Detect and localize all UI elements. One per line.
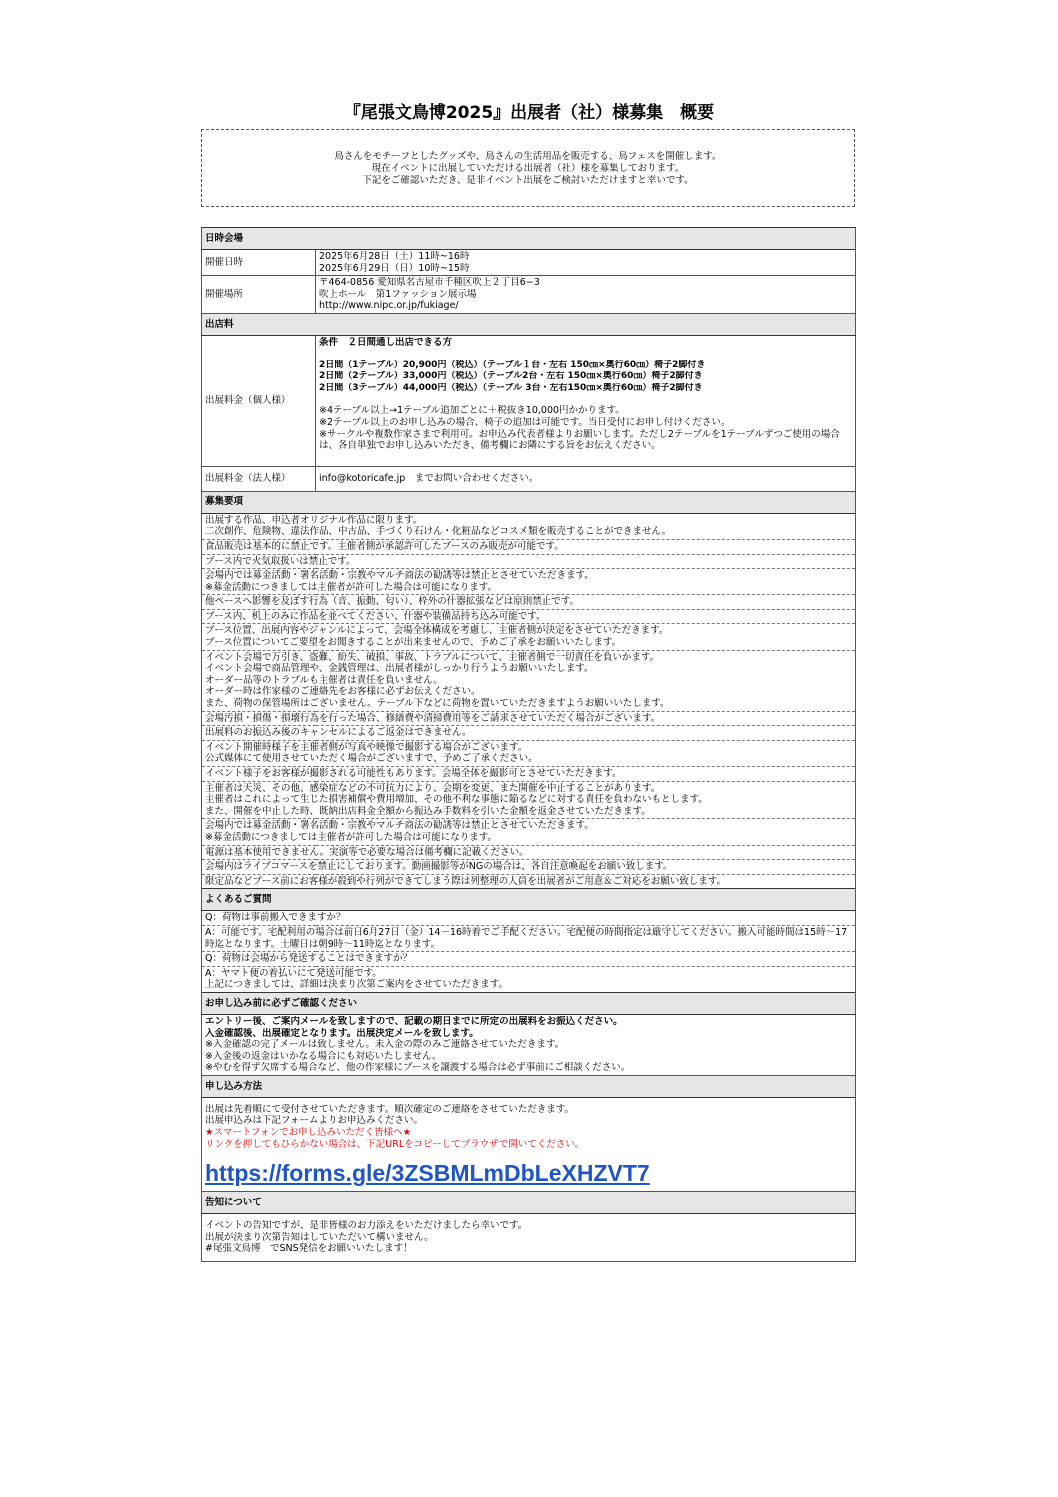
requirement-row-cell: [202, 554, 856, 569]
requirement-row-line: また、開催を中止した時、既納出店料金全額から振込み手数料を引いた金額を返金させていただきます。: [205, 805, 651, 817]
requirement-row-cell: [202, 624, 856, 650]
requirement-row-cell: [202, 595, 856, 610]
faq-row: [202, 966, 856, 992]
requirement-row-line: オーダー時は作家様のご連絡先をお客様に必ずお伝えください。: [205, 686, 481, 698]
intro-line: 現在イベントに出展していただける出展者（社）様を募集しております。: [371, 163, 685, 174]
requirement-row-line: イベント会場で商品管理や、金銭管理は、出展者様がしっかり行うようお願いいたします。: [205, 663, 594, 675]
requirement-row-cell: [202, 819, 856, 845]
requirement-row-line: イベント会場で万引き、盗難、紛失、破損、事故、トラブルについて、主催者側で一切責任を負いかます。: [205, 651, 660, 663]
apply-red-line: ★スマートフォンでお申し込みいただく皆様へ★: [205, 1127, 412, 1139]
venue-line: 吹上ホール 第1ファッション展示場: [319, 288, 477, 300]
outline-table: [201, 227, 856, 1262]
requirement-row: [202, 569, 856, 595]
requirement-row-line: 公式媒体にて使用させていただく場合がございますで、予めご了承ください。: [205, 753, 538, 765]
requirement-row: [202, 819, 856, 845]
faq-row: [202, 952, 856, 967]
requirement-row-cell: [202, 513, 856, 539]
requirement-row-cell: [202, 860, 856, 875]
requirement-row-line: 電源は基本使用できません。実演等で必要な場合は備考欄に記載ください。: [205, 846, 529, 858]
before-apply-line: ※入金後の返金はいかなる場合にも対応いたしません。: [205, 1050, 442, 1062]
intro-line: 下記をご確認いただき、是非イベント出展をご検討いただけますと幸いです。: [362, 175, 694, 186]
requirement-row-cell: [202, 539, 856, 554]
before-apply-bold: 入金確認後、出展確定となります。出展決定メールを致します。: [205, 1027, 479, 1039]
fee-note: ※サークルや複数作家さまで利用可。お申込み代表者様よりお願いします。ただし2テーブルを1テーブルずつご使用の場合は、各自単独でお申し込みいただき、備考欄にお隣にする旨をお伝えください。: [319, 428, 840, 452]
apply-content: [202, 1097, 856, 1191]
date-line: 2025年6月29日（日）10時~15時: [319, 262, 470, 274]
faq-row-line: Q：荷物は事前搬入できますか？: [205, 912, 346, 924]
apply-red-line: リンクを押してもひらかない場合は、下記URLをコピーしてブラウザで開いてください。: [205, 1138, 585, 1150]
fee-note: ※2テーブル以上のお申し込みの場合、椅子の追加は可能です。当日受付にお申し付けください。: [319, 416, 731, 428]
requirement-row: [202, 513, 856, 539]
requirement-row-line: ブース内、机上のみに作品を並べてください、什器や装備品持ち込み可能です。: [205, 610, 546, 622]
requirement-row-cell: [202, 609, 856, 624]
section-heading-before-apply: お申し込み前に必ずご確認ください: [202, 992, 856, 1014]
faq-row: [202, 925, 856, 951]
requirement-row: [202, 711, 856, 726]
notice-content: [202, 1214, 856, 1262]
requirement-row: [202, 539, 856, 554]
requirement-row-cell: [202, 726, 856, 741]
requirement-row: [202, 860, 856, 875]
corporate-fee-value: info@kotoricafe.jp までお問い合わせください。: [316, 466, 856, 491]
requirement-row-line: また、荷物の保管場所はございません。テーブル下などに荷物を置いていただきますようお願いいたします。: [205, 698, 670, 710]
application-form-link[interactable]: https://forms.gle/3ZSBMLmDbLeXHZVT7: [205, 1160, 650, 1187]
requirement-row-line: 食品販売は基本的に禁止です。主催者側が承認許可したブースのみ販売が可能です。: [205, 540, 564, 552]
requirement-row: [202, 650, 856, 711]
requirement-row: [202, 781, 856, 819]
requirement-row: [202, 624, 856, 650]
faq-row: [202, 911, 856, 926]
faq-row-line: A：可能です。宅配利用の場合は前日6月27日（金）14－16時着でご手配ください。宅配便の時間指定は厳守してください。搬入可能時間は15時～17時迄となります。土曜日は朝9時～11時迄となります。: [205, 926, 848, 950]
section-heading-schedule: 日時会場: [202, 228, 856, 250]
faq-row-cell: [202, 966, 856, 992]
before-apply-content: [202, 1014, 856, 1075]
before-apply-bold: エントリー後、ご案内メールを致しますので、記載の期日までに所定の出展料をお振込ください。: [205, 1015, 623, 1027]
requirement-row-line: 主催者はこれによって生じた損害補償や費用増加、その他不利な事態に陥るなどに対する責任を負わないもとします。: [205, 794, 708, 806]
requirement-row: [202, 874, 856, 889]
fee-plan: 2日間（3テーブル）44,000円（税込）（テーブル 3台・左右150㎝×奥行60㎝）椅子2脚付き: [319, 382, 703, 393]
apply-line: 出展は先着順にて受付させていただきます。順次確定のご連絡をさせていただきます。: [205, 1103, 574, 1115]
requirement-row: [202, 845, 856, 860]
requirement-row-cell: [202, 845, 856, 860]
faq-row-line: 上記につきましては、詳細は決まり次第ご案内をさせていただきます。: [205, 979, 509, 991]
venue-label: 開催場所: [202, 276, 316, 314]
apply-line: 出展申込みは下記フォームよりお申込みください。: [205, 1115, 424, 1127]
section-heading-faq: よくあるご質問: [202, 889, 856, 911]
requirement-row-line: 会場内では募金活動・署名活動・宗教やマルチ商法の勧誘等は禁止とさせていただきます。: [205, 820, 594, 832]
requirement-row-cell: [202, 740, 856, 766]
page-title: 『尾張文鳥博2025』出展者（社）様募集 概要: [343, 103, 715, 123]
requirement-row: [202, 740, 856, 766]
section-heading-fees: 出店料: [202, 313, 856, 335]
faq-row-line: A：ヤマト便の着払いにて発送可能です。: [205, 967, 382, 979]
faq-row-line: Q：荷物は会場から発送することはできますか？: [205, 953, 412, 965]
individual-fee-value: [316, 335, 856, 466]
requirement-row-cell: [202, 874, 856, 889]
requirement-row-line: 出展する作品、申込者オリジナル作品に限ります。: [205, 514, 423, 526]
requirement-row-line: 他ペースへ影響を及ぼす行為（音、振動、匂い）、枠外の什器拡張などは原則禁止です。: [205, 596, 580, 608]
fee-note: ※4テーブル以上→1テーブル追加ごとに＋税抜き10,000円かかります。: [319, 405, 625, 417]
dates-value: [316, 250, 856, 276]
requirement-row-line: 主催者は天災、その他、感染症などの不可抗力により、会期を変更、また開催を中止することがあります。: [205, 782, 661, 794]
requirement-row: [202, 609, 856, 624]
fee-plan: 2日間（1テーブル）20,900円（税込）（テーブル１台・左右 150㎝×奥行60㎝）椅子2脚付き: [319, 359, 706, 370]
requirement-row-line: 限定品などブース前にお客様が殺到や行列ができてしまう際は列整理の人員を出展者がご用意＆ご対応をお願い致します。: [205, 875, 726, 887]
dates-label: 開催日時: [202, 250, 316, 276]
requirement-row-line: 会場内では募金活動・署名活動・宗教やマルチ商法の勧誘等は禁止とさせていただきます。: [205, 570, 594, 582]
requirement-row: [202, 554, 856, 569]
venue-line: 〒464-0856 愛知県名古屋市千種区吹上２丁目6−3: [319, 277, 540, 289]
fee-plan: 2日間（2テーブル）33,000円（税込）（テーブル2台・左右 150㎝×奥行60㎝）椅子2脚付き: [319, 371, 703, 382]
requirement-row-line: 会場汚損・損傷・損壊行為を行った場合、修繕費や清掃費用等をご請求させていただく場合がございます。: [205, 712, 661, 724]
intro-box: [201, 129, 855, 207]
requirement-row-line: 会場内はライブコマースを禁止にしております。動画撮影等がNGの場合は、各自注意喚起をお願い致します。: [205, 861, 673, 873]
section-heading-apply: 申し込み方法: [202, 1075, 856, 1097]
section-heading-requirements: 募集要項: [202, 491, 856, 513]
requirement-row: [202, 595, 856, 610]
date-line: 2025年6月28日（土）11時~16時: [319, 251, 470, 262]
venue-value: [316, 276, 856, 314]
intro-line: 鳥さんをモチーフとしたグッズや、鳥さんの生活用品を販売する、鳥フェスを開催します。: [334, 151, 722, 162]
requirement-row-cell: [202, 650, 856, 711]
before-apply-line: ※やむを得ず欠席する場合など、他の作家様にブースを譲渡する場合は必ず事前にご相談ください。: [205, 1062, 631, 1074]
requirement-row-line: ブース内で火気取扱いは禁止です。: [205, 555, 356, 567]
requirements-list: [202, 513, 856, 889]
requirement-row-line: ブース位置、出展内容やジャンルによって、会場全体構成を考慮し、主催者側が決定をさせていただきます。: [205, 625, 669, 637]
before-apply-line: ※入金確認の完了メールは致しません。未入金の際のみご連絡させていただきます。: [205, 1039, 565, 1051]
requirement-row-cell: [202, 569, 856, 595]
venue-url[interactable]: http://www.nipc.or.jp/fukiage/: [319, 300, 459, 312]
section-heading-notice: 告知について: [202, 1192, 856, 1214]
requirement-row-line: ※募金活動につきましては主催者が許可した場合は可能になります。: [205, 831, 498, 843]
requirement-row-line: イベント開催時様子を主催者側が写真や映像で撮影する場合がございます。: [205, 741, 528, 753]
requirement-row-line: ブース位置についてご要望をお聞きすることが出来ませんので、予めご了承をお願いいたします。: [205, 637, 622, 649]
faq-row-cell: [202, 911, 856, 926]
notice-line: #尾張文鳥博 でSNS発信をお願いいたします！: [205, 1243, 413, 1255]
requirement-row-line: イベント様子をお客様が撮影される可能性もあります。会場全体を撮影可とさせていただきます。: [205, 768, 622, 779]
requirement-row-line: 出展料のお振込み後のキャンセルによるご返金はできません。: [205, 727, 472, 739]
requirement-row-line: オーダー品等のトラブルも主催者は責任を負いません。: [205, 674, 443, 686]
requirement-row-line: ※募金活動につきましては主催者が許可した場合は可能になります。: [205, 581, 498, 593]
notice-line: イベントの告知ですが、是非皆様のお力添えをいただけましたら幸いです。: [205, 1220, 528, 1232]
corporate-fee-label: 出展料金（法人様）: [202, 466, 316, 491]
requirement-row: [202, 767, 856, 782]
requirement-row-cell: [202, 767, 856, 782]
requirement-row-cell: [202, 781, 856, 819]
requirement-row-line: 二次創作、危険物、違法作品、中古品、手づくり石けん・化粧品などコスメ類を販売することができません。: [205, 526, 672, 538]
individual-fee-label: 出展料金（個人様）: [202, 335, 316, 466]
notice-line: 出展が決まり次第告知はしていただいて構いません。: [205, 1231, 434, 1243]
fee-condition: 条件 ２日間通し出店できる方: [319, 336, 453, 348]
faq-row-cell: [202, 952, 856, 967]
requirement-row-cell: [202, 711, 856, 726]
faq-row-cell: [202, 925, 856, 951]
faq-list: [202, 911, 856, 993]
requirement-row: [202, 726, 856, 741]
